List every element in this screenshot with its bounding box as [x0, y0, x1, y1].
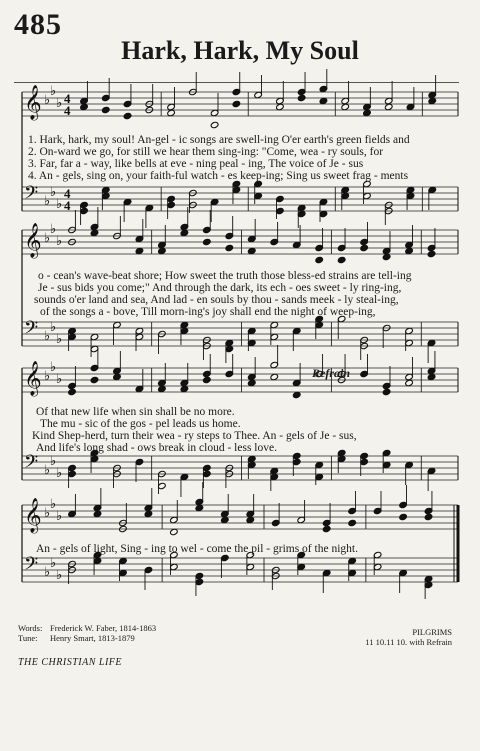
lyric-line: 2. On-ward we go, for still we hear them sing-ing: "Come, wea - ry souls, for: [28, 146, 384, 158]
treble-clef: 𝄞: [24, 361, 42, 396]
flat-sign: ♭: [56, 332, 63, 347]
lyric-line: And life's long shad - ows break in cloud - less love.: [36, 442, 277, 454]
flat-sign: ♭: [50, 360, 57, 375]
note-head: [341, 103, 350, 110]
flat-sign: ♭: [50, 497, 57, 512]
lyric-line: Je - sus bids you come;" And through the dark, its ech - oes sweet - ly ring-ing,: [38, 282, 402, 294]
flat-sign: ♭: [50, 320, 57, 335]
note-head: [144, 510, 153, 517]
tune-name: PILGRIMS: [412, 627, 452, 637]
note-head: [360, 244, 369, 251]
note-head: [101, 106, 110, 113]
note-head: [384, 103, 393, 110]
note-head: [363, 109, 372, 116]
treble-clef: 𝄞: [24, 223, 42, 258]
note-head: [158, 247, 167, 254]
note-head: [203, 376, 212, 383]
note-head: [232, 100, 241, 107]
note-head: [348, 519, 357, 526]
time-signature-top: 4: [64, 91, 71, 106]
flat-sign: ♭: [50, 84, 57, 99]
note-head: [270, 373, 279, 380]
note-head: [427, 250, 436, 257]
note-head: [68, 388, 77, 395]
flat-sign: ♭: [56, 509, 63, 524]
note-head: [424, 513, 433, 520]
time-signature-bottom: 4: [64, 198, 71, 213]
credits: [18, 623, 156, 643]
lyric-line: sounds o'er land and sea, And lad - en souls by thou - sands meek - ly steal-ing,: [34, 294, 399, 306]
note-head: [292, 391, 301, 398]
bass-clef: 𝄢: [24, 318, 39, 343]
note-head: [322, 525, 331, 532]
words-author: Frederick W. Faber, 1814-1863: [50, 623, 157, 633]
flat-sign: ♭: [56, 197, 63, 212]
tune-meter: 11 10.11 10. with Refrain: [365, 637, 452, 647]
note-head: [399, 513, 408, 520]
note-head: [427, 373, 436, 380]
note-head: [80, 103, 89, 110]
note-head: [382, 253, 391, 260]
tune-label: Tune:: [18, 633, 38, 643]
note-head: [405, 379, 414, 386]
flat-sign: ♭: [50, 185, 57, 200]
note-head: [90, 376, 99, 383]
section-label: THE CHRISTIAN LIFE: [18, 657, 122, 668]
refrain-label: Refrain: [312, 366, 351, 380]
time-signature-bottom: 4: [64, 103, 71, 118]
flat-sign: ♭: [56, 234, 63, 249]
note-head: [180, 229, 189, 236]
flat-sign: ♭: [44, 194, 51, 209]
lyric-line: o - cean's wave-beat shore; How sweet the truth those bless-ed strains are tell-ing: [38, 270, 412, 282]
lyric-line: of the songs a - bove, Till morn-ing's joy shall end the night of weep-ing,: [40, 306, 376, 318]
flat-sign: ♭: [44, 231, 51, 246]
note-head: [210, 121, 219, 128]
note-head: [93, 510, 102, 517]
note-head: [297, 94, 306, 101]
flat-sign: ♭: [50, 222, 57, 237]
tune-info: [365, 627, 452, 647]
lyric-line: Of that new life when sin shall be no more.: [36, 406, 235, 418]
flat-sign: ♭: [44, 93, 51, 108]
flat-sign: ♭: [56, 96, 63, 111]
note-head: [428, 97, 437, 104]
time-signature-top: 4: [64, 186, 71, 201]
note-head: [276, 103, 285, 110]
note-head: [315, 256, 324, 263]
flat-sign: ♭: [44, 565, 51, 580]
lyric-line: 3. Far, far a - way, like bells at eve - ning peal - ing, The voice of Je - sus: [28, 158, 364, 170]
treble-clef: 𝄞: [24, 498, 42, 533]
flat-sign: ♭: [44, 463, 51, 478]
bass-clef: 𝄢: [24, 452, 39, 477]
flat-sign: ♭: [44, 329, 51, 344]
tune-composer: Henry Smart, 1813-1879: [50, 633, 135, 643]
note-head: [405, 247, 414, 254]
note-head: [337, 256, 346, 263]
bass-clef: 𝄢: [24, 183, 39, 208]
note-head: [382, 388, 391, 395]
lyric-line: 4. An - gels, sing on, your faith-ful watch - es keep-ing; Sing us sweet frag - ments: [28, 170, 409, 182]
note-head: [246, 516, 255, 523]
note-head: [203, 238, 212, 245]
flat-sign: ♭: [44, 369, 51, 384]
lyric-line: 1. Hark, hark, my soul! An-gel - ic songs are swell-ing O'er earth's green fields and: [28, 134, 410, 146]
note-head: [123, 112, 132, 119]
note-head: [195, 504, 204, 511]
note-head: [319, 97, 328, 104]
flat-sign: ♭: [44, 506, 51, 521]
lyric-line: The mu - sic of the gos - pel leads us home.: [40, 418, 241, 430]
note-head: [221, 516, 230, 523]
lyric-line: An - gels of light, Sing - ing to wel - come the pil - grims of the night.: [36, 543, 358, 555]
flat-sign: ♭: [56, 568, 63, 583]
treble-clef: 𝄞: [24, 85, 42, 120]
flat-sign: ♭: [50, 556, 57, 571]
note-head: [247, 247, 256, 254]
flat-sign: ♭: [56, 372, 63, 387]
note-head: [113, 373, 122, 380]
hymn-title: Hark, Hark, My Soul: [121, 36, 359, 65]
note-head: [180, 385, 189, 392]
lyric-line: Kind Shep-herd, turn their wea - ry steps to Thee. An - gels of Je - sus,: [32, 430, 357, 442]
note-head: [167, 109, 176, 116]
hymn-number: 485: [14, 8, 62, 41]
note-head: [170, 528, 179, 535]
words-label: Words:: [18, 623, 43, 633]
note-head: [247, 379, 256, 386]
flat-sign: ♭: [56, 466, 63, 481]
flat-sign: ♭: [50, 454, 57, 469]
bass-clef: 𝄢: [24, 554, 39, 579]
note-head: [225, 244, 234, 251]
note-head: [135, 247, 144, 254]
note-head: [158, 385, 167, 392]
note-head: [90, 229, 99, 236]
